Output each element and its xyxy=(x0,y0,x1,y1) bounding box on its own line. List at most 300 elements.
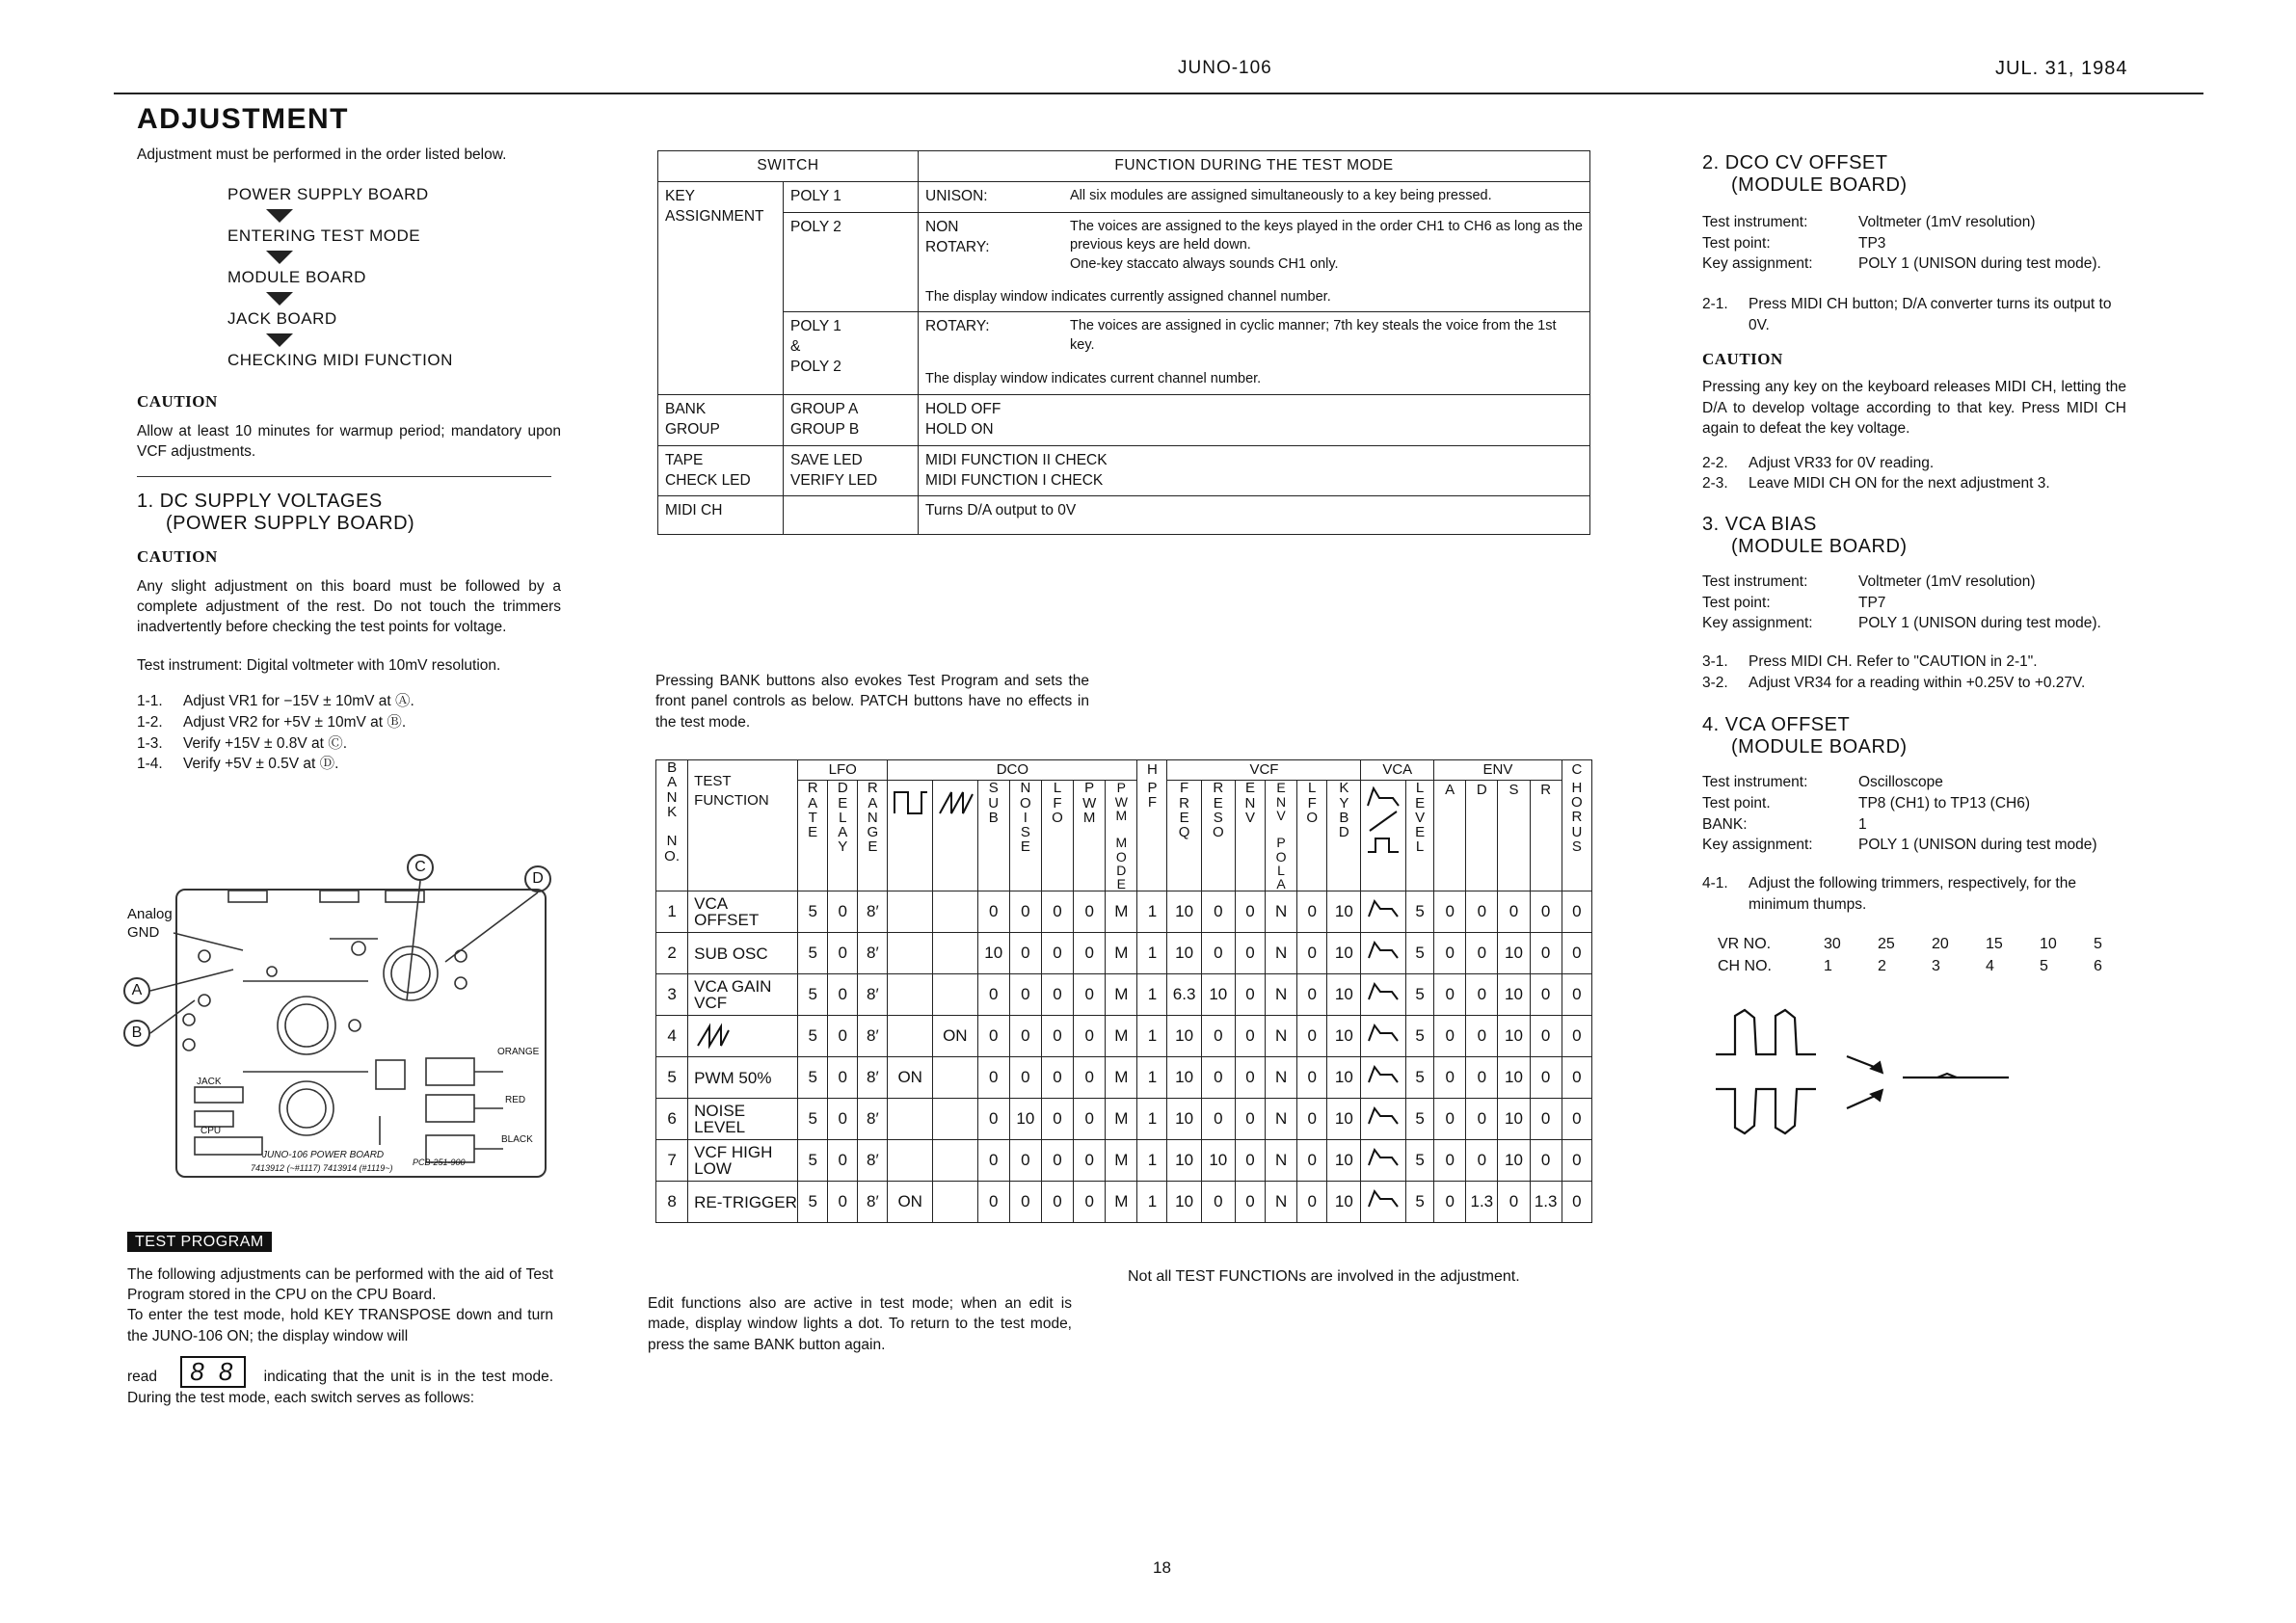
table-cell: 6.3 xyxy=(1167,974,1201,1016)
table-cell: 5 xyxy=(1406,974,1434,1016)
table-cell: 0 xyxy=(1434,974,1466,1016)
table-cell: 0 xyxy=(828,1140,858,1182)
table-cell: N xyxy=(1266,1182,1297,1223)
table-cell: 0 xyxy=(1235,1182,1265,1223)
table-cell: 0 xyxy=(1498,1182,1530,1223)
section-2-specs: Test instrument: Voltmeter (1mV resolution) Test point: TP3 Key assignment: POLY 1 (UNISON during test mode). xyxy=(1702,214,2101,273)
test-function-cell: VCA OFFSET xyxy=(688,891,798,933)
table-cell: 0 xyxy=(1201,933,1235,974)
table-cell: 5 xyxy=(798,1182,828,1223)
table-row xyxy=(656,1099,1592,1140)
table-cell: 5 xyxy=(798,1016,828,1057)
table-cell: 0 xyxy=(828,1182,858,1223)
test-program-enter: To enter the test mode, hold KEY TRANSPOSE down and turn the JUNO-106 ON; the display window will xyxy=(127,1307,553,1344)
table-cell: M xyxy=(1106,1182,1137,1223)
table-cell: 10 xyxy=(1167,1140,1201,1182)
table-cell: 0 xyxy=(1201,1099,1235,1140)
table-cell: 5 xyxy=(798,1099,828,1140)
table-cell xyxy=(1361,1182,1406,1223)
table-cell: 0 xyxy=(828,891,858,933)
table-cell: 8′ xyxy=(858,933,888,974)
table-row xyxy=(656,1057,1592,1099)
chorus-group-header: C xyxy=(1562,760,1591,781)
section-2-step-1: 2-1. Press MIDI CH button; D/A converter turns its output to 0V. xyxy=(1702,296,2112,333)
env-mode-icon xyxy=(1367,1187,1400,1211)
table-cell: 1 xyxy=(1137,1057,1167,1099)
table-cell: 5 xyxy=(1406,1057,1434,1099)
delay-header: D E L A Y xyxy=(828,781,858,891)
switch-header: SWITCH xyxy=(658,151,919,182)
table-cell: N xyxy=(1266,933,1297,974)
trimmer-channel-map: VR NO. 30 25 20 15 10 5 CH NO. 1 2 3 4 5 6 xyxy=(1718,934,2126,977)
table-cell: 0 xyxy=(1041,1057,1073,1099)
table-cell: M xyxy=(1106,891,1137,933)
table-note: Not all TEST FUNCTIONs are involved in the adjustment. xyxy=(1128,1268,1520,1285)
table-cell: 10 xyxy=(1167,1057,1201,1099)
table-cell: 0 xyxy=(1434,1057,1466,1099)
table-cell: 10 xyxy=(1327,1057,1361,1099)
wire-black-label: BLACK xyxy=(501,1134,533,1145)
table-cell: 1 xyxy=(1137,1099,1167,1140)
table-cell: 0 xyxy=(977,891,1009,933)
section-2-steps: 2-2. Adjust VR33 for 0V reading. 2-3. Leave MIDI CH ON for the next adjustment 3. xyxy=(1702,454,2050,492)
table-cell: 0 xyxy=(1074,933,1106,974)
tape-check-label: TAPE CHECK LED xyxy=(658,445,784,496)
bank-number-cell: 6 xyxy=(656,1099,688,1140)
table-cell: 0 xyxy=(1297,974,1327,1016)
table-cell xyxy=(888,1140,933,1182)
wire-orange-label: ORANGE xyxy=(497,1047,540,1057)
table-cell: 10 xyxy=(1498,1140,1530,1182)
table-cell: 1 xyxy=(1137,974,1167,1016)
table-cell: 10 xyxy=(1327,933,1361,974)
table-cell: 0 xyxy=(1041,891,1073,933)
table-cell: 0 xyxy=(1235,933,1265,974)
table-cell xyxy=(888,1099,933,1140)
table-cell: 0 xyxy=(1466,1140,1498,1182)
table-cell: 5 xyxy=(798,1057,828,1099)
table-cell: 0 xyxy=(977,1140,1009,1182)
table-cell: 10 xyxy=(1167,891,1201,933)
table-row xyxy=(656,891,1592,933)
down-arrow-icon xyxy=(266,209,293,223)
table-cell: 0 xyxy=(1041,1099,1073,1140)
vr-no-label: VR NO. xyxy=(1718,936,1772,953)
table-row xyxy=(656,933,1592,974)
table-cell: 0 xyxy=(1466,974,1498,1016)
table-cell: 0 xyxy=(1434,1099,1466,1140)
test-function-cell: SUB OSC xyxy=(688,933,798,974)
dco-lfo-header: L F O xyxy=(1041,781,1073,891)
table-cell: 0 xyxy=(1498,891,1530,933)
table-cell: 1.3 xyxy=(1466,1182,1498,1223)
table-cell: 0 xyxy=(1074,891,1106,933)
table-cell xyxy=(933,1057,978,1099)
vca-level-header: L E V E L xyxy=(1406,781,1434,891)
env-group-header: ENV xyxy=(1434,760,1562,781)
right-column xyxy=(1702,152,2126,1148)
caution-heading: CAUTION xyxy=(137,392,218,412)
table-cell xyxy=(1361,974,1406,1016)
test-function-cell xyxy=(688,1016,798,1057)
table-cell: 0 xyxy=(977,1099,1009,1140)
table-cell: 5 xyxy=(1406,1099,1434,1140)
table-cell: 10 xyxy=(1167,1016,1201,1057)
table-cell xyxy=(933,974,978,1016)
test-point-a: A xyxy=(123,977,150,1004)
table-cell: 0 xyxy=(1297,1182,1327,1223)
vcf-lfo-header: L F O xyxy=(1297,781,1327,891)
non-rotary-description: NON ROTARY: The voices are assigned to the keys played in the order CH1 to CH6 as long as the previous keys are held down. One-key staccato always sounds CH1 only. The display window indicates currently assigned channel number. xyxy=(919,212,1590,311)
table-cell: 10 xyxy=(1327,1140,1361,1182)
table-cell: N xyxy=(1266,1099,1297,1140)
table-cell: 5 xyxy=(1406,891,1434,933)
table-cell: M xyxy=(1106,1057,1137,1099)
bank-number-cell: 2 xyxy=(656,933,688,974)
table-cell: 0 xyxy=(1434,891,1466,933)
table-cell: 0 xyxy=(977,1057,1009,1099)
env-mode-icon xyxy=(1367,1063,1400,1086)
table-cell: 10 xyxy=(1201,974,1235,1016)
section-divider xyxy=(137,476,551,477)
test-program-table xyxy=(655,759,1592,1223)
function-header: FUNCTION DURING THE TEST MODE xyxy=(919,151,1590,182)
table-cell: 8′ xyxy=(858,1140,888,1182)
intro-text: Adjustment must be performed in the order listed below. xyxy=(137,146,507,163)
decay-header: D xyxy=(1466,781,1498,891)
cpu-label: CPU xyxy=(200,1126,222,1136)
hpf-header: P F xyxy=(1137,781,1167,891)
table-cell: 0 xyxy=(1297,1057,1327,1099)
table-cell xyxy=(888,933,933,974)
thump-waveform-diagram xyxy=(1716,997,2063,1141)
bank-number-cell: 5 xyxy=(656,1057,688,1099)
caution-heading: CAUTION xyxy=(1702,350,1783,369)
section-1-title: 1. DC SUPPLY VOLTAGES xyxy=(137,490,383,512)
table-cell xyxy=(933,933,978,974)
table-cell: 0 xyxy=(1530,1016,1562,1057)
table-cell: 0 xyxy=(1530,974,1562,1016)
table-cell: 0 xyxy=(1530,891,1562,933)
table-cell: 10 xyxy=(1327,1099,1361,1140)
env-mode-icon xyxy=(1367,980,1400,1003)
env-header: E N V xyxy=(1235,781,1265,891)
header-rule xyxy=(114,93,2203,94)
lfo-group-header: LFO xyxy=(798,760,888,781)
section-3-specs: Test instrument: Voltmeter (1mV resolution) Test point: TP7 Key assignment: POLY 1 (UNISON during test mode). xyxy=(1702,572,2101,632)
down-arrow-icon xyxy=(266,333,293,347)
table-cell: 0 xyxy=(828,974,858,1016)
test-function-cell: VCF HIGH LOW xyxy=(688,1140,798,1182)
table-cell: M xyxy=(1106,1016,1137,1057)
table-cell: 5 xyxy=(798,974,828,1016)
table-cell: 0 xyxy=(1466,1057,1498,1099)
table-cell: 0 xyxy=(1466,891,1498,933)
table-cell: ON xyxy=(888,1182,933,1223)
poly2-label: POLY 2 xyxy=(784,212,919,311)
bank-number-cell: 1 xyxy=(656,891,688,933)
table-cell: 0 xyxy=(1235,891,1265,933)
table-row xyxy=(656,1140,1592,1182)
table-cell: 10 xyxy=(1201,1140,1235,1182)
table-cell: 0 xyxy=(1009,1016,1041,1057)
table-cell: 0 xyxy=(1466,1099,1498,1140)
table-cell: 0 xyxy=(1009,974,1041,1016)
table-cell: 8′ xyxy=(858,1182,888,1223)
table-cell: 10 xyxy=(1009,1099,1041,1140)
table-cell: 0 xyxy=(1041,1140,1073,1182)
table-cell: 5 xyxy=(798,891,828,933)
vcf-group-header: VCF xyxy=(1167,760,1361,781)
table-cell: 0 xyxy=(977,1182,1009,1223)
table-cell: 0 xyxy=(977,1016,1009,1057)
table-cell: 0 xyxy=(1297,1099,1327,1140)
table-cell: N xyxy=(1266,1140,1297,1182)
bank-note: Pressing BANK buttons also evokes Test Program and sets the front panel controls as below. PATCH buttons have no effects in the test mode. xyxy=(655,673,1089,731)
table-cell: 0 xyxy=(1530,1057,1562,1099)
noise-header: N O I S E xyxy=(1009,781,1041,891)
table-cell xyxy=(933,1099,978,1140)
attack-header: A xyxy=(1434,781,1466,891)
table-cell: 8′ xyxy=(858,1016,888,1057)
table-cell: 0 xyxy=(1235,1057,1265,1099)
table-cell: 8′ xyxy=(858,891,888,933)
square-wave-icon xyxy=(888,781,933,891)
table-cell: N xyxy=(1266,1057,1297,1099)
wire-red-label: RED xyxy=(505,1095,526,1105)
table-cell: 0 xyxy=(1434,933,1466,974)
table-cell: 10 xyxy=(1327,891,1361,933)
section-2-caution-text: Pressing any key on the keyboard releases MIDI CH, letting the D/A to develop voltage according to that key. Press MIDI CH again to defeat the key voltage. xyxy=(1702,379,2126,438)
table-cell: 5 xyxy=(1406,1016,1434,1057)
section-3-steps: 3-1. Press MIDI CH. Refer to "CAUTION in 2-1". 3-2. Adjust VR34 for a reading within +0.25V to +0.27V. xyxy=(1702,652,2086,691)
kybd-header: K Y B D xyxy=(1327,781,1361,891)
bank-number-cell: 4 xyxy=(656,1016,688,1057)
table-cell xyxy=(933,1182,978,1223)
edit-note: Edit functions also are active in test mode; when an edit is made, display window lights a dot. To return to the test mode, press the same BANK button again. xyxy=(648,1295,1072,1353)
seven-segment-display: 8 8 xyxy=(180,1356,246,1388)
document-model: JUNO-106 xyxy=(1178,58,1272,78)
table-cell: 0 xyxy=(1297,1140,1327,1182)
dco-group-header: DCO xyxy=(888,760,1137,781)
table-cell: 0 xyxy=(1297,1016,1327,1057)
env-mode-icon xyxy=(1367,939,1400,962)
test-point-c: C xyxy=(407,854,434,881)
pcb-number: PCB-251-900 xyxy=(413,1157,466,1167)
table-cell: 0 xyxy=(1530,933,1562,974)
table-cell: 0 xyxy=(1562,974,1591,1016)
table-cell: 0 xyxy=(1562,1182,1591,1223)
table-cell: 0 xyxy=(828,933,858,974)
table-cell: 5 xyxy=(1406,1182,1434,1223)
table-cell xyxy=(1361,1140,1406,1182)
table-cell: M xyxy=(1106,1140,1137,1182)
ch-no-label: CH NO. xyxy=(1718,957,1772,974)
section-1-subtitle: (POWER SUPPLY BOARD) xyxy=(166,512,415,534)
table-row xyxy=(656,1182,1592,1223)
table-cell: 0 xyxy=(1201,1182,1235,1223)
table-cell: N xyxy=(1266,1016,1297,1057)
section-4-title: 4. VCA OFFSET xyxy=(1702,714,1851,736)
table-cell: 0 xyxy=(1235,974,1265,1016)
section-2-title: 2. DCO CV OFFSET xyxy=(1702,152,1888,173)
table-cell: 0 xyxy=(1235,1016,1265,1057)
table-cell: 0 xyxy=(1562,1057,1591,1099)
pwm-header: P W M xyxy=(1074,781,1106,891)
table-cell: 0 xyxy=(1297,891,1327,933)
range-header: R A N G E xyxy=(858,781,888,891)
board-part-numbers: 7413912 (~#1117) 7413914 (#1119~) xyxy=(251,1163,393,1173)
test-program-intro: The following adjustments can be performed with the aid of Test Program stored in the CPU on the CPU Board. xyxy=(127,1265,553,1303)
test-function-cell: VCA GAIN VCF xyxy=(688,974,798,1016)
chorus-header: H O R U S xyxy=(1562,781,1591,891)
key-assignment-label: KEY ASSIGNMENT xyxy=(658,181,784,394)
table-cell: 1 xyxy=(1137,891,1167,933)
table-cell: 10 xyxy=(1498,1099,1530,1140)
section-4-step-1: 4-1. Adjust the following trimmers, respectively, for the minimum thumps. xyxy=(1702,875,2076,913)
table-cell: N xyxy=(1266,891,1297,933)
bank-number-cell: 3 xyxy=(656,974,688,1016)
table-cell: 0 xyxy=(1009,1182,1041,1223)
test-function-cell: NOISE LEVEL xyxy=(688,1099,798,1140)
table-cell: 5 xyxy=(1406,933,1434,974)
rotary-description: ROTARY: The voices are assigned in cyclic manner; 7th key steals the voice from the 1st key. The display window indicates current channel number. xyxy=(919,312,1590,395)
table-cell: 10 xyxy=(1327,1016,1361,1057)
sawtooth-wave-icon xyxy=(694,1021,733,1050)
table-cell: 0 xyxy=(1009,1057,1041,1099)
table-cell: 0 xyxy=(1562,1016,1591,1057)
bank-number-cell: 7 xyxy=(656,1140,688,1182)
table-cell: 0 xyxy=(1041,933,1073,974)
sub-header: S U B xyxy=(977,781,1009,891)
table-cell: 0 xyxy=(1235,1099,1265,1140)
bank-no-header: B A N K N O. xyxy=(656,760,688,891)
document-date: JUL. 31, 1984 xyxy=(1995,58,2128,79)
table-cell: 0 xyxy=(1041,1182,1073,1223)
table-cell xyxy=(1361,891,1406,933)
table-cell: 1 xyxy=(1137,933,1167,974)
table-cell xyxy=(1361,1099,1406,1140)
table-cell: 10 xyxy=(1167,1099,1201,1140)
caution-heading: CAUTION xyxy=(137,546,218,566)
table-cell: 0 xyxy=(1466,1016,1498,1057)
table-cell: 10 xyxy=(1498,974,1530,1016)
table-cell: 0 xyxy=(828,1057,858,1099)
switch-function-table xyxy=(657,150,1590,535)
midi-check-description: MIDI FUNCTION II CHECK MIDI FUNCTION I CHECK xyxy=(919,445,1590,496)
table-cell: 10 xyxy=(1327,974,1361,1016)
flow-step: JACK BOARD xyxy=(227,309,337,329)
led-label: SAVE LED VERIFY LED xyxy=(784,445,919,496)
left-column xyxy=(137,145,561,775)
table-cell: 0 xyxy=(1009,1140,1041,1182)
analog-gnd-label: Analog GND xyxy=(127,906,173,941)
table-cell: 0 xyxy=(1434,1182,1466,1223)
table-cell: 0 xyxy=(1201,1057,1235,1099)
table-row xyxy=(656,1016,1592,1057)
vca-mode-icon xyxy=(1361,781,1406,891)
test-point-d: D xyxy=(524,865,551,892)
table-cell: 0 xyxy=(1201,891,1235,933)
table-cell: 0 xyxy=(1074,1057,1106,1099)
table-cell: 0 xyxy=(1562,1099,1591,1140)
table-cell: 0 xyxy=(1041,974,1073,1016)
sustain-header: S xyxy=(1498,781,1530,891)
table-cell: 5 xyxy=(1406,1140,1434,1182)
table-cell: 0 xyxy=(1041,1016,1073,1057)
bank-group-label: BANK GROUP xyxy=(658,394,784,445)
midi-ch-label: MIDI CH xyxy=(658,496,784,535)
page-number: 18 xyxy=(1153,1558,1171,1577)
table-cell xyxy=(888,891,933,933)
table-cell: 1.3 xyxy=(1530,1182,1562,1223)
section-1-steps xyxy=(137,691,561,775)
step-item: 1-4. Verify +5V ± 0.5V at Ⓓ. xyxy=(137,756,339,773)
table-cell: 5 xyxy=(798,1140,828,1182)
table-cell: 0 xyxy=(1530,1140,1562,1182)
table-cell: 1 xyxy=(1137,1140,1167,1182)
test-program-rows xyxy=(656,891,1592,1223)
group-ab-label: GROUP A GROUP B xyxy=(784,394,919,445)
table-cell: 0 xyxy=(1074,1016,1106,1057)
table-cell: 0 xyxy=(1235,1140,1265,1182)
env-mode-icon xyxy=(1367,1022,1400,1045)
table-cell xyxy=(888,1016,933,1057)
rate-header: R A T E xyxy=(798,781,828,891)
table-cell: 0 xyxy=(1074,1099,1106,1140)
freq-header: F R E Q xyxy=(1167,781,1201,891)
table-cell: M xyxy=(1106,933,1137,974)
power-board-diagram xyxy=(127,856,571,1212)
table-cell: 0 xyxy=(1434,1016,1466,1057)
table-cell: 8′ xyxy=(858,1057,888,1099)
table-cell: 0 xyxy=(1466,933,1498,974)
table-cell xyxy=(1361,1057,1406,1099)
flow-step: MODULE BOARD xyxy=(227,268,366,287)
table-cell: 0 xyxy=(1297,933,1327,974)
section-3-title: 3. VCA BIAS xyxy=(1702,513,1817,535)
table-cell: M xyxy=(1106,974,1137,1016)
flow-step: POWER SUPPLY BOARD xyxy=(227,185,429,204)
env-polarity-header: E N V P O L A xyxy=(1266,781,1297,891)
test-program-section xyxy=(127,1232,553,1408)
step-item: 1-3. Verify +15V ± 0.8V at Ⓒ. xyxy=(137,734,348,752)
test-program-badge: TEST PROGRAM xyxy=(127,1232,272,1252)
table-cell: 0 xyxy=(1074,1182,1106,1223)
step-item: 1-2. Adjust VR2 for +5V ± 10mV at Ⓑ. xyxy=(137,713,407,731)
table-cell: 10 xyxy=(1498,1016,1530,1057)
poly1-label: POLY 1 xyxy=(784,181,919,212)
poly1-poly2-label: POLY 1 & POLY 2 xyxy=(784,312,919,395)
table-cell: M xyxy=(1106,1099,1137,1140)
table-cell: N xyxy=(1266,974,1297,1016)
table-cell: 0 xyxy=(1434,1140,1466,1182)
table-cell xyxy=(933,891,978,933)
hpf-group-header: H xyxy=(1137,760,1167,781)
env-mode-icon xyxy=(1367,1104,1400,1128)
table-cell: ON xyxy=(933,1016,978,1057)
table-cell: 0 xyxy=(1074,974,1106,1016)
table-cell: 0 xyxy=(1530,1099,1562,1140)
table-cell: 0 xyxy=(828,1099,858,1140)
res-header: R E S O xyxy=(1201,781,1235,891)
test-function-cell: RE-TRIGGER xyxy=(688,1182,798,1223)
bank-number-cell: 8 xyxy=(656,1182,688,1223)
table-cell: 0 xyxy=(1562,933,1591,974)
caution-text: Allow at least 10 minutes for warmup period; mandatory upon VCF adjustments. xyxy=(137,423,561,461)
board-caption: JUNO-106 POWER BOARD xyxy=(262,1150,385,1160)
table-cell: 0 xyxy=(1562,891,1591,933)
